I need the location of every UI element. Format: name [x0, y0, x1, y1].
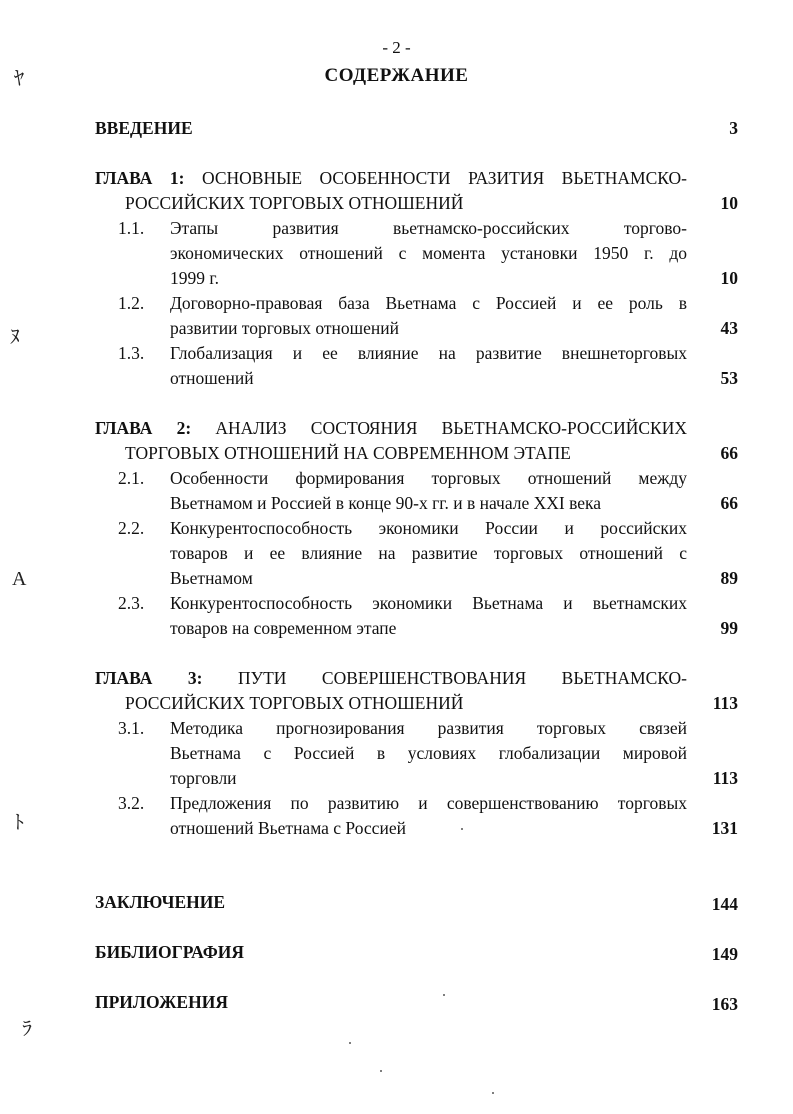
- section-1-2-page: 43: [720, 318, 738, 338]
- toc-conclusion-label: ЗАКЛЮЧЕНИЕ: [95, 892, 226, 912]
- section-2-2-page: 89: [720, 568, 738, 588]
- section-3-2-line2: отношений Вьетнама с Россией: [170, 818, 406, 838]
- section-1-2-line1: Договорно-правовая база Вьетнама с Россией и ее роль в: [170, 293, 687, 313]
- chapter1-title-line1: ОСНОВНЫЕ ОСОБЕННОСТИ РАЗИТИЯ ВЬЕТНАМСКО-: [184, 168, 687, 188]
- chapter1-title-line2: РОССИЙСКИХ ТОРГОВЫХ ОТНОШЕНИЙ: [125, 193, 464, 213]
- scan-speck: [380, 1070, 382, 1072]
- section-1-2-number: 1.2.: [118, 293, 145, 313]
- chapter2-heading-line1: [95, 416, 687, 441]
- section-1-2-line2: развитии торговых отношений: [170, 318, 399, 338]
- scan-mark-4: ﾄ: [14, 812, 24, 834]
- scan-speck: [492, 1092, 494, 1094]
- scan-mark-3: A: [12, 568, 27, 590]
- chapter1-page: 10: [720, 193, 738, 213]
- section-2-1-line1: Особенности формирования торговых отношений между: [170, 468, 687, 488]
- chapter2-title-line1: АНАЛИЗ СОСТОЯНИЯ ВЬЕТНАМСКО-РОССИЙСКИХ: [191, 418, 687, 438]
- section-3-1-page: 113: [712, 768, 738, 788]
- toc-bibliography-label: БИБЛИОГРАФИЯ: [95, 942, 244, 962]
- section-1-1-line3: 1999 г.: [170, 268, 219, 288]
- section-1-1-line2: экономических отношений с момента установки 1950 г. до: [170, 243, 687, 263]
- section-1-1-line1: Этапы развития вьетнамско-российских торгово-: [170, 218, 687, 238]
- scan-mark-1: ﾔ: [14, 68, 24, 90]
- section-2-3-page: 99: [720, 618, 738, 638]
- section-2-2-line1: Конкурентоспособность экономики России и российских: [170, 518, 687, 538]
- chapter3-title-line2: РОССИЙСКИХ ТОРГОВЫХ ОТНОШЕНИЙ: [125, 693, 464, 713]
- section-1-3-line2: отношений: [170, 368, 254, 388]
- section-2-2-line2: товаров и ее влияние на развитие торговых отношений с: [170, 543, 687, 563]
- section-3-2-page: 131: [711, 818, 738, 838]
- section-2-1-number: 2.1.: [118, 468, 145, 488]
- section-2-3-line2: товаров на современном этапе: [170, 618, 397, 638]
- section-3-1-line2: Вьетнама с Россией в условиях глобализации мировой: [170, 743, 687, 763]
- section-3-2-number: 3.2.: [118, 793, 145, 813]
- section-2-3-number: 2.3.: [118, 593, 145, 613]
- scan-speck: [349, 1042, 351, 1044]
- chapter3-title-line1: ПУТИ СОВЕРШЕНСТВОВАНИЯ ВЬЕТНАМСКО-: [202, 668, 687, 688]
- scan-speck: [443, 994, 445, 996]
- toc-intro-page: 3: [729, 118, 738, 138]
- toc-intro-label: ВВЕДЕНИЕ: [95, 118, 193, 138]
- section-3-1-line1: Методика прогнозирования развития торговых связей: [170, 718, 687, 738]
- section-3-2-line1: Предложения по развитию и совершенствованию торговых: [170, 793, 687, 813]
- section-3-1-number: 3.1.: [118, 718, 145, 738]
- section-2-2-number: 2.2.: [118, 518, 145, 538]
- chapter3-heading-line1: [95, 666, 687, 691]
- scan-mark-5: ﾗ: [22, 1018, 32, 1040]
- page-number: - 2 -: [382, 38, 411, 57]
- chapter2-prefix: ГЛАВА 2:: [95, 418, 192, 438]
- section-1-3-line1: Глобализация и ее влияние на развитие внешнеторговых: [170, 343, 687, 363]
- chapter3-prefix: ГЛАВА 3:: [95, 668, 203, 688]
- section-1-1-number: 1.1.: [118, 218, 145, 238]
- scan-mark-2: ﾇ: [10, 326, 20, 348]
- section-3-1-line3: торговли: [170, 768, 237, 788]
- toc-appendix-label: ПРИЛОЖЕНИЯ: [95, 992, 228, 1012]
- section-1-3-number: 1.3.: [118, 343, 145, 363]
- section-2-1-line2: Вьетнамом и Россией в конце 90-х гг. и в начале XXI века: [170, 493, 602, 513]
- scan-speck: [461, 828, 463, 830]
- chapter2-title-line2: ТОРГОВЫХ ОТНОШЕНИЙ НА СОВРЕМЕННОМ ЭТАПЕ: [125, 443, 571, 463]
- toc-bibliography-page: 149: [711, 944, 738, 964]
- chapter1-prefix: ГЛАВА 1:: [95, 168, 185, 188]
- section-2-3-line1: Конкурентоспособность экономики Вьетнама и вьетнамских: [170, 593, 687, 613]
- section-1-1-page: 10: [720, 268, 738, 288]
- toc-conclusion-page: 144: [711, 894, 738, 914]
- section-2-2-line3: Вьетнамом: [170, 568, 253, 588]
- toc-appendix-page: 163: [711, 994, 738, 1014]
- section-1-3-page: 53: [720, 368, 738, 388]
- chapter2-page: 66: [720, 443, 738, 463]
- section-2-1-page: 66: [720, 493, 738, 513]
- chapter3-page: 113: [712, 693, 738, 713]
- page-title: СОДЕРЖАНИЕ: [324, 65, 469, 86]
- chapter1-heading-line1: [95, 166, 687, 191]
